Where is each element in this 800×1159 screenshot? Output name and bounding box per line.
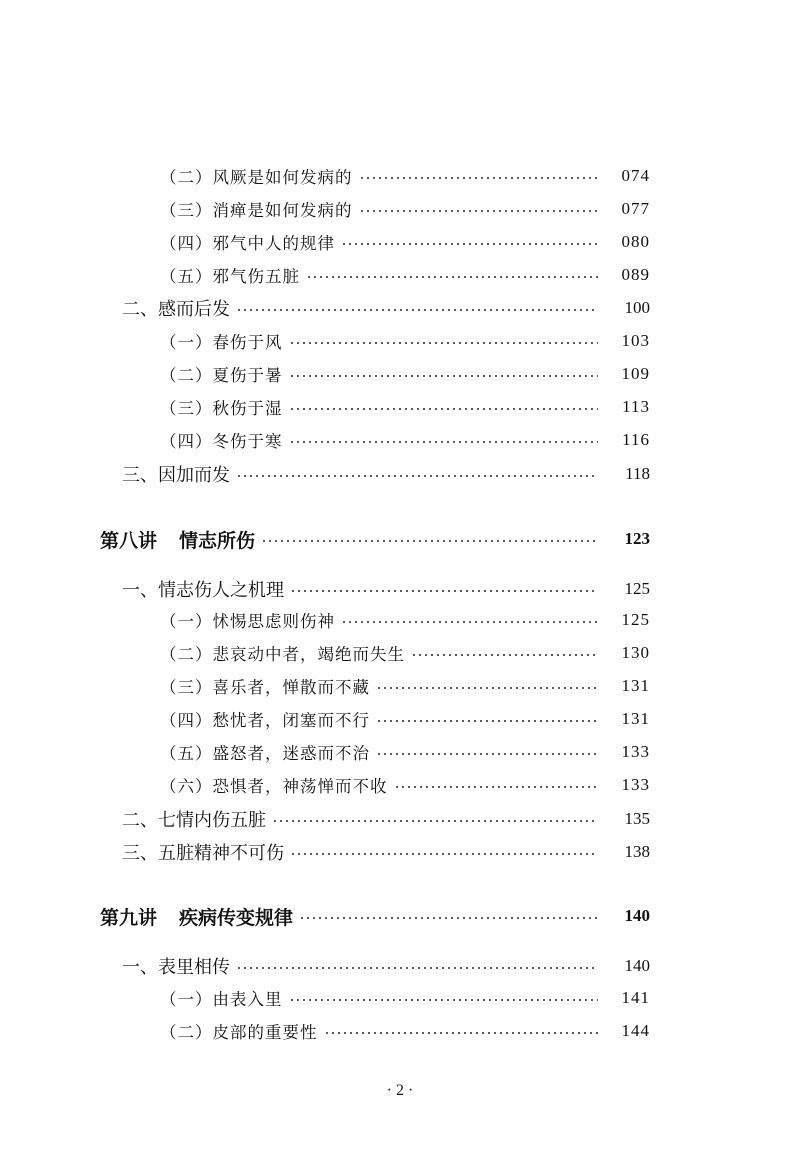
toc-chapter: [100, 903, 650, 929]
dot-leader: [341, 243, 598, 245]
toc-entry-label: （二）风厥是如何发病的: [160, 168, 353, 187]
chapter-name: 疾病传变规律: [179, 906, 294, 929]
toc-entry-label: （四）邪气中人的规律: [160, 234, 335, 253]
toc-entry-label: （五）盛怒者，迷惑而不治: [160, 744, 370, 763]
toc-section-page: 135: [624, 809, 650, 828]
dot-leader: [289, 408, 599, 410]
dot-leader: [376, 753, 598, 755]
toc-entry-page: 141: [621, 988, 650, 1007]
toc-entry: [160, 985, 650, 1011]
dot-leader: [236, 967, 598, 969]
dot-leader: [394, 786, 599, 788]
dot-leader: [359, 177, 599, 179]
chapter-number: 第九讲: [100, 906, 158, 929]
toc-entry-page: 077: [621, 199, 650, 218]
dot-leader: [290, 853, 598, 855]
toc-entry: [160, 262, 650, 288]
toc-section-label: 三、因加而发: [122, 465, 230, 486]
toc-chapter-title: [100, 903, 293, 930]
toc-entry: [160, 196, 650, 222]
chapter-name: 情志所伤: [179, 529, 256, 552]
toc-entry-page: 130: [621, 643, 650, 662]
dot-leader: [289, 375, 599, 377]
dot-leader: [341, 621, 598, 623]
toc-entry-page: 144: [621, 1021, 650, 1040]
dot-leader: [236, 475, 598, 477]
dot-leader: [324, 1032, 599, 1034]
toc-entry: [160, 229, 650, 255]
toc-entry-label: （一）春伤于风: [160, 333, 283, 352]
toc-entry: [160, 772, 650, 798]
dot-leader: [376, 687, 598, 689]
toc-entry-page: 109: [621, 364, 650, 383]
toc-entry-label: （二）悲哀动中者，竭绝而失生: [160, 645, 405, 664]
toc-entry-page: 131: [621, 709, 650, 728]
toc-entry-page: 131: [621, 676, 650, 695]
toc-section-page: 125: [624, 579, 650, 598]
dot-leader: [359, 210, 599, 212]
toc-entry-page: 116: [622, 430, 650, 449]
toc-entry-label: （四）愁忧者，闭塞而不行: [160, 711, 370, 730]
toc-entry-label: （三）秋伤于湿: [160, 399, 283, 418]
toc-entry-label: （二）夏伤于暑: [160, 366, 283, 385]
toc-chapter-title: [100, 526, 255, 553]
toc-entry-page: 074: [621, 166, 650, 185]
toc-chapter-page: 123: [624, 529, 650, 548]
toc-entry-label: （六）恐惧者，神荡惮而不收: [160, 777, 388, 796]
toc-entry-page: 113: [622, 397, 650, 416]
toc-section: [122, 806, 650, 832]
toc-section-page: 138: [624, 842, 650, 861]
toc-entry-label: （三）喜乐者，惮散而不藏: [160, 678, 370, 697]
toc-section-label: 一、情志伤人之机理: [122, 580, 284, 601]
toc-section-label: 二、七情内伤五脏: [122, 810, 266, 831]
toc-section: [122, 295, 650, 321]
chapter-number: 第八讲: [100, 529, 158, 552]
toc-entry: [160, 427, 650, 453]
toc-section: [122, 461, 650, 487]
dot-leader: [306, 276, 598, 278]
toc-entry: [160, 163, 650, 189]
dot-leader: [289, 342, 599, 344]
toc-chapter-page: 140: [624, 906, 650, 925]
toc-chapter: [100, 526, 650, 552]
toc-entry: [160, 607, 650, 633]
toc-section-page: 140: [624, 956, 650, 975]
toc-entry-page: 089: [621, 265, 650, 284]
page-number: · 2 ·: [386, 1082, 414, 1099]
toc-section-page: 100: [624, 298, 650, 317]
toc-entry: [160, 361, 650, 387]
toc-entry-label: （一）由表入里: [160, 990, 283, 1009]
toc-section-page: 118: [625, 464, 650, 483]
toc-entry: [160, 706, 650, 732]
dot-leader: [289, 441, 599, 443]
dot-leader: [289, 999, 599, 1001]
dot-leader: [376, 720, 598, 722]
toc-entry-label: （五）邪气伤五脏: [160, 267, 300, 286]
toc-section: [122, 576, 650, 602]
toc-entry-label: （四）冬伤于寒: [160, 432, 283, 451]
toc-entry: [160, 1018, 650, 1044]
toc-entry: [160, 394, 650, 420]
toc-entry: [160, 640, 650, 666]
toc-entry-page: 133: [621, 775, 650, 794]
dot-leader: [261, 540, 598, 542]
toc-entry-page: 133: [621, 742, 650, 761]
toc-entry-label: （二）皮部的重要性: [160, 1023, 318, 1042]
toc-section: [122, 953, 650, 979]
dot-leader: [272, 820, 598, 822]
toc-section-label: 二、感而后发: [122, 299, 230, 320]
toc-section-label: 一、表里相传: [122, 957, 230, 978]
dot-leader: [236, 309, 598, 311]
toc-entry: [160, 673, 650, 699]
toc-section-label: 三、五脏精神不可伤: [122, 843, 284, 864]
toc-entry: [160, 739, 650, 765]
toc-entry-page: 125: [621, 610, 650, 629]
toc-entry: [160, 328, 650, 354]
dot-leader: [299, 917, 598, 919]
dot-leader: [290, 590, 598, 592]
toc-entry-label: （一）怵惕思虑则伤神: [160, 612, 335, 631]
toc-entry-label: （三）消瘅是如何发病的: [160, 201, 353, 220]
dot-leader: [411, 654, 598, 656]
toc-entry-page: 103: [621, 331, 650, 350]
toc-section: [122, 839, 650, 865]
toc-entry-page: 080: [621, 232, 650, 251]
